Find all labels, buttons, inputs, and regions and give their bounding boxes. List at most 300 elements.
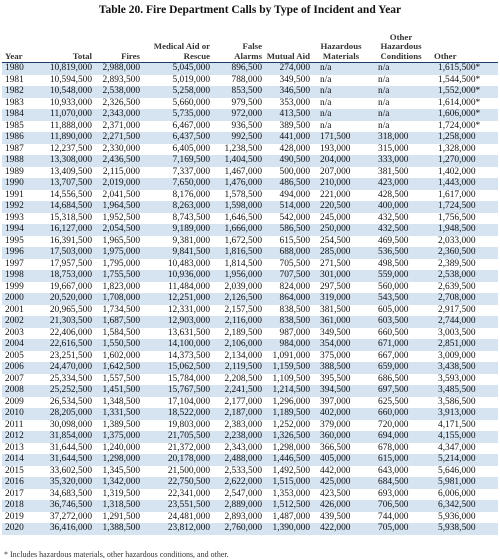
table-row (2, 466, 498, 478)
cell-other-hazardous: 744,000 (378, 511, 409, 522)
cell-mutual-aid: 1,252,000 (272, 419, 310, 430)
cell-false-alarms: 1,816,500 (224, 247, 262, 258)
cell-false-alarms: 2,208,500 (224, 373, 262, 384)
cell-mutual-aid: 1,492,500 (272, 465, 310, 476)
table-body (2, 63, 498, 535)
cell-total: 33,602,500 (49, 465, 92, 476)
cell-medical-aid: 14,100,000 (167, 339, 210, 350)
cell-other-hazardous: n/a (378, 63, 390, 74)
table-header-row (2, 19, 498, 63)
cell-false-alarms: 2,039,000 (224, 281, 262, 292)
cell-hazardous-materials: 354,000 (320, 339, 351, 350)
cell-other-hazardous: n/a (378, 97, 390, 108)
cell-hazardous-materials: 442,000 (320, 465, 351, 476)
cell-total: 36,746,500 (49, 500, 92, 511)
cell-medical-aid: 7,169,500 (172, 155, 210, 166)
cell-other-hazardous: 667,000 (378, 350, 409, 361)
cell-false-alarms: 2,893,000 (224, 511, 262, 522)
cell-mutual-aid: 486,500 (279, 178, 310, 189)
cell-hazardous-materials: 271,500 (320, 258, 351, 269)
cell-other-hazardous: 686,500 (378, 373, 409, 384)
table-row (2, 523, 498, 535)
cell-total: 31,644,500 (49, 442, 92, 453)
cell-fires: 1,375,000 (102, 431, 140, 442)
footnote: * Includes hazardous materials, other hazardous conditions, and other. (4, 550, 229, 559)
cell-year: 1991 (5, 189, 24, 200)
cell-total: 14,556,500 (49, 189, 92, 200)
cell-other: 3,485,500 (438, 385, 476, 396)
table-row (2, 247, 498, 259)
cell-year: 1986 (5, 132, 24, 143)
cell-medical-aid: 6,405,000 (172, 143, 210, 154)
cell-false-alarms: 1,476,000 (224, 178, 262, 189)
cell-fires: 1,345,500 (102, 465, 140, 476)
cell-year: 1993 (5, 212, 24, 223)
cell-year: 2018 (5, 500, 24, 511)
cell-other: 4,155,000 (438, 431, 476, 442)
cell-medical-aid: 12,331,000 (167, 304, 210, 315)
cell-total: 28,205,000 (49, 408, 92, 419)
cell-false-alarms: 1,404,500 (224, 155, 262, 166)
cell-total: 26,534,500 (49, 396, 92, 407)
cell-year: 1996 (5, 247, 24, 258)
table-row (2, 144, 498, 156)
cell-other: 2,639,500 (438, 281, 476, 292)
cell-other: 1,552,000* (438, 86, 481, 97)
cell-mutual-aid: 349,500 (279, 74, 310, 85)
cell-other-hazardous: 559,000 (378, 270, 409, 281)
cell-hazardous-materials: 254,500 (320, 235, 351, 246)
header-medical-aid: Medical Aid or Rescue (142, 19, 212, 63)
cell-mutual-aid: 838,500 (279, 304, 310, 315)
table-row (2, 512, 498, 524)
cell-medical-aid: 6,437,500 (172, 132, 210, 143)
cell-hazardous-materials: n/a (320, 109, 332, 120)
cell-total: 10,594,500 (49, 74, 92, 85)
cell-total: 23,251,500 (49, 350, 92, 361)
cell-other-hazardous: 684,500 (378, 477, 409, 488)
cell-false-alarms: 2,157,500 (224, 304, 262, 315)
cell-medical-aid: 15,062,500 (167, 362, 210, 373)
cell-total: 19,667,000 (49, 281, 92, 292)
cell-total: 13,707,500 (49, 178, 92, 189)
cell-false-alarms: 2,241,500 (224, 385, 262, 396)
table-row (2, 316, 498, 328)
cell-fires: 1,795,000 (102, 258, 140, 269)
cell-false-alarms: 1,666,000 (224, 224, 262, 235)
cell-year: 1983 (5, 97, 24, 108)
cell-other: 1,617,000 (438, 189, 476, 200)
cell-medical-aid: 6,467,000 (172, 120, 210, 131)
cell-mutual-aid: 500,000 (279, 166, 310, 177)
cell-false-alarms: 936,500 (231, 120, 262, 131)
cell-total: 11,070,000 (50, 109, 92, 120)
cell-year: 1995 (5, 235, 24, 246)
table-row (2, 443, 498, 455)
cell-total: 37,272,000 (49, 511, 92, 522)
cell-fires: 1,975,000 (102, 247, 140, 258)
table-row (2, 351, 498, 363)
cell-year: 1987 (5, 143, 24, 154)
header-other: Other (432, 19, 498, 63)
cell-medical-aid: 15,767,500 (167, 385, 210, 396)
cell-false-alarms: 2,116,000 (224, 316, 262, 327)
cell-other: 1,606,000* (438, 109, 481, 120)
cell-fires: 2,893,500 (102, 74, 140, 85)
cell-year: 1989 (5, 166, 24, 177)
cell-other-hazardous: 697,500 (378, 385, 409, 396)
cell-hazardous-materials: 297,500 (320, 281, 351, 292)
cell-other: 3,913,000 (438, 408, 476, 419)
table-row (2, 190, 498, 202)
cell-year: 2020 (5, 523, 24, 534)
cell-false-alarms: 2,189,500 (224, 327, 262, 338)
table-row (2, 63, 498, 75)
cell-total: 18,753,000 (49, 270, 92, 281)
cell-other-hazardous: 428,500 (378, 189, 409, 200)
cell-medical-aid: 17,104,000 (167, 396, 210, 407)
cell-false-alarms: 992,500 (231, 132, 262, 143)
cell-mutual-aid: 838,500 (279, 316, 310, 327)
cell-hazardous-materials: 210,000 (320, 178, 351, 189)
cell-year: 1980 (5, 63, 24, 74)
table-row (2, 236, 498, 248)
cell-false-alarms: 1,956,000 (224, 270, 262, 281)
cell-false-alarms: 1,814,500 (224, 258, 262, 269)
cell-hazardous-materials: 405,000 (320, 454, 351, 465)
cell-year: 1990 (5, 178, 24, 189)
cell-other: 1,948,500 (438, 224, 476, 235)
cell-medical-aid: 5,258,000 (172, 86, 210, 97)
cell-medical-aid: 5,045,000 (172, 63, 210, 74)
cell-medical-aid: 15,784,000 (167, 373, 210, 384)
cell-medical-aid: 12,903,000 (167, 316, 210, 327)
cell-total: 35,320,000 (49, 477, 92, 488)
cell-other: 3,009,000 (438, 350, 476, 361)
cell-other: 2,851,000 (438, 339, 476, 350)
cell-total: 20,520,000 (49, 293, 92, 304)
cell-other-hazardous: 705,000 (378, 523, 409, 534)
cell-year: 2009 (5, 396, 24, 407)
cell-fires: 1,708,000 (102, 293, 140, 304)
cell-fires: 1,964,500 (102, 201, 140, 212)
cell-other-hazardous: 660,000 (378, 408, 409, 419)
cell-false-alarms: 2,622,000 (224, 477, 262, 488)
cell-total: 13,409,500 (49, 166, 92, 177)
header-other-hazardous: Other Hazardous Conditions (370, 19, 432, 63)
cell-other: 1,328,000 (438, 143, 476, 154)
cell-year: 2008 (5, 385, 24, 396)
cell-total: 22,616,500 (49, 339, 92, 350)
cell-false-alarms: 2,126,500 (224, 293, 262, 304)
cell-medical-aid: 10,483,000 (167, 258, 210, 269)
cell-other-hazardous: 603,500 (378, 316, 409, 327)
cell-medical-aid: 19,803,000 (167, 419, 210, 430)
cell-hazardous-materials: n/a (320, 86, 332, 97)
cell-medical-aid: 23,551,500 (167, 500, 210, 511)
cell-hazardous-materials: 397,000 (320, 396, 351, 407)
cell-year: 2014 (5, 454, 24, 465)
cell-medical-aid: 22,750,500 (167, 477, 210, 488)
cell-other-hazardous: n/a (378, 120, 390, 131)
cell-fires: 2,330,000 (102, 143, 140, 154)
cell-year: 1994 (5, 224, 24, 235)
cell-medical-aid: 9,381,000 (172, 235, 210, 246)
cell-other-hazardous: 536,500 (378, 247, 409, 258)
cell-fires: 1,584,500 (102, 327, 140, 338)
cell-fires: 1,331,500 (102, 408, 140, 419)
cell-fires: 2,054,500 (102, 224, 140, 235)
cell-other-hazardous: 400,000 (378, 201, 409, 212)
cell-total: 25,334,500 (49, 373, 92, 384)
table-row (2, 224, 498, 236)
cell-medical-aid: 24,481,000 (167, 511, 210, 522)
cell-mutual-aid: 1,353,000 (272, 488, 310, 499)
table-row (2, 75, 498, 87)
cell-hazardous-materials: 360,000 (320, 431, 351, 442)
table-row (2, 201, 498, 213)
cell-fires: 1,602,000 (102, 350, 140, 361)
cell-other-hazardous: 693,000 (378, 488, 409, 499)
fire-calls-table (2, 19, 498, 535)
cell-other: 3,586,500 (438, 396, 476, 407)
cell-other: 6,342,500 (438, 500, 476, 511)
cell-other-hazardous: 706,500 (378, 500, 409, 511)
cell-other: 1,258,000 (438, 132, 476, 143)
cell-mutual-aid: 1,109,500 (272, 373, 310, 384)
header-year: Year (2, 19, 36, 63)
cell-hazardous-materials: n/a (320, 63, 332, 74)
cell-hazardous-materials: 422,000 (320, 523, 351, 534)
cell-fires: 1,823,000 (102, 281, 140, 292)
cell-mutual-aid: 1,296,000 (272, 396, 310, 407)
cell-mutual-aid: 707,500 (279, 270, 310, 281)
cell-other-hazardous: 720,000 (378, 419, 409, 430)
cell-false-alarms: 1,598,000 (224, 201, 262, 212)
cell-fires: 1,298,000 (102, 454, 140, 465)
cell-fires: 1,451,500 (102, 385, 140, 396)
cell-other-hazardous: 498,500 (378, 258, 409, 269)
cell-false-alarms: 2,106,000 (224, 339, 262, 350)
cell-other: 2,538,000 (438, 270, 476, 281)
cell-total: 11,888,000 (50, 120, 92, 131)
cell-total: 20,965,500 (49, 304, 92, 315)
table-row (2, 167, 498, 179)
cell-hazardous-materials: 319,000 (320, 293, 351, 304)
cell-other: 6,006,000 (438, 488, 476, 499)
cell-other-hazardous: 469,500 (378, 235, 409, 246)
cell-other: 1,402,000 (438, 166, 476, 177)
cell-total: 36,416,000 (49, 523, 92, 534)
cell-hazardous-materials: 379,000 (320, 419, 351, 430)
cell-hazardous-materials: 245,000 (320, 212, 351, 223)
cell-medical-aid: 18,522,000 (167, 408, 210, 419)
cell-other: 1,544,500* (438, 74, 481, 85)
table-row (2, 305, 498, 317)
cell-mutual-aid: 494,000 (279, 189, 310, 200)
cell-medical-aid: 21,705,500 (167, 431, 210, 442)
cell-mutual-aid: 542,000 (279, 212, 310, 223)
cell-other: 2,708,000 (438, 293, 476, 304)
cell-other: 3,003,500 (438, 327, 476, 338)
table-row (2, 259, 498, 271)
cell-other-hazardous: 643,000 (378, 465, 409, 476)
cell-false-alarms: 2,238,000 (224, 431, 262, 442)
cell-hazardous-materials: 394,500 (320, 385, 351, 396)
cell-mutual-aid: 705,500 (279, 258, 310, 269)
cell-hazardous-materials: 439,500 (320, 511, 351, 522)
cell-medical-aid: 10,936,000 (167, 270, 210, 281)
cell-year: 2007 (5, 373, 24, 384)
cell-mutual-aid: 413,500 (279, 109, 310, 120)
cell-year: 2005 (5, 350, 24, 361)
cell-medical-aid: 9,841,500 (172, 247, 210, 258)
cell-fires: 1,389,500 (102, 419, 140, 430)
cell-other: 1,270,000 (438, 155, 476, 166)
cell-other-hazardous: 432,500 (378, 212, 409, 223)
table-row (2, 420, 498, 432)
cell-false-alarms: 788,000 (231, 74, 262, 85)
cell-hazardous-materials: 381,500 (320, 304, 351, 315)
cell-other: 2,389,500 (438, 258, 476, 269)
cell-total: 17,957,500 (49, 258, 92, 269)
cell-medical-aid: 8,263,000 (172, 201, 210, 212)
cell-fires: 2,343,000 (102, 109, 140, 120)
table-row (2, 155, 498, 167)
cell-other-hazardous: 678,000 (378, 442, 409, 453)
cell-other: 1,756,500 (438, 212, 476, 223)
table-row (2, 408, 498, 420)
cell-year: 1998 (5, 270, 24, 281)
cell-year: 1981 (5, 74, 24, 85)
cell-fires: 1,319,500 (102, 488, 140, 499)
cell-total: 11,890,000 (50, 132, 92, 143)
cell-other-hazardous: 671,000 (378, 339, 409, 350)
cell-total: 16,391,500 (49, 235, 92, 246)
cell-other: 4,347,000 (438, 442, 476, 453)
cell-other-hazardous: 694,000 (378, 431, 409, 442)
cell-other-hazardous: 605,000 (378, 304, 409, 315)
cell-medical-aid: 11,484,000 (168, 281, 210, 292)
cell-mutual-aid: 987,000 (279, 327, 310, 338)
cell-fires: 2,988,000 (102, 63, 140, 74)
header-total: Total (36, 19, 94, 63)
cell-fires: 1,642,500 (102, 362, 140, 373)
cell-other: 5,938,500 (438, 523, 476, 534)
cell-medical-aid: 21,500,000 (167, 465, 210, 476)
cell-total: 17,503,000 (49, 247, 92, 258)
cell-other-hazardous: 318,000 (378, 132, 409, 143)
header-hazardous-materials: Hazardous Materials (312, 19, 370, 63)
cell-other-hazardous: n/a (378, 109, 390, 120)
cell-year: 2011 (5, 419, 24, 430)
cell-medical-aid: 23,812,000 (167, 523, 210, 534)
cell-mutual-aid: 1,512,500 (272, 500, 310, 511)
cell-mutual-aid: 1,298,000 (272, 442, 310, 453)
cell-mutual-aid: 389,500 (279, 120, 310, 131)
cell-other-hazardous: 315,000 (378, 143, 409, 154)
cell-year: 1997 (5, 258, 24, 269)
cell-hazardous-materials: 285,000 (320, 247, 351, 258)
cell-false-alarms: 972,000 (231, 109, 262, 120)
cell-total: 31,854,000 (49, 431, 92, 442)
cell-false-alarms: 2,134,000 (224, 350, 262, 361)
cell-fires: 2,538,000 (102, 86, 140, 97)
cell-fires: 2,371,000 (102, 120, 140, 131)
cell-other-hazardous: 625,500 (378, 396, 409, 407)
cell-fires: 2,041,500 (102, 189, 140, 200)
cell-false-alarms: 979,500 (231, 97, 262, 108)
cell-false-alarms: 853,500 (231, 86, 262, 97)
cell-year: 1992 (5, 201, 24, 212)
cell-false-alarms: 2,547,000 (224, 488, 262, 499)
table-row (2, 431, 498, 443)
cell-year: 2002 (5, 316, 24, 327)
header-mutual-aid: Mutual Aid (264, 19, 312, 63)
cell-total: 10,548,000 (49, 86, 92, 97)
cell-total: 12,237,500 (49, 143, 92, 154)
cell-false-alarms: 2,119,500 (224, 362, 262, 373)
cell-mutual-aid: 1,214,500 (272, 385, 310, 396)
cell-other-hazardous: 615,000 (378, 454, 409, 465)
cell-hazardous-materials: n/a (320, 120, 332, 131)
cell-fires: 1,550,500 (102, 339, 140, 350)
cell-mutual-aid: 353,000 (279, 97, 310, 108)
cell-hazardous-materials: 220,500 (320, 201, 351, 212)
cell-mutual-aid: 274,000 (279, 63, 310, 74)
cell-other-hazardous: n/a (378, 74, 390, 85)
table-row (2, 385, 498, 397)
cell-other-hazardous: 423,000 (378, 178, 409, 189)
cell-mutual-aid: 1,159,500 (272, 362, 310, 373)
table-row (2, 293, 498, 305)
cell-other-hazardous: 560,000 (378, 281, 409, 292)
cell-hazardous-materials: n/a (320, 74, 332, 85)
cell-year: 1982 (5, 86, 24, 97)
table-row (2, 282, 498, 294)
cell-false-alarms: 2,177,000 (224, 396, 262, 407)
cell-year: 2003 (5, 327, 24, 338)
cell-year: 2004 (5, 339, 24, 350)
cell-hazardous-materials: 221,000 (320, 189, 351, 200)
cell-fires: 2,019,000 (102, 178, 140, 189)
cell-fires: 1,965,500 (102, 235, 140, 246)
cell-year: 2019 (5, 511, 24, 522)
cell-other: 1,615,500* (438, 63, 481, 74)
cell-total: 31,644,500 (49, 454, 92, 465)
cell-other-hazardous: 381,500 (378, 166, 409, 177)
cell-medical-aid: 9,189,000 (172, 224, 210, 235)
cell-other: 2,033,000 (438, 235, 476, 246)
cell-mutual-aid: 1,390,000 (272, 523, 310, 534)
cell-year: 2013 (5, 442, 24, 453)
cell-fires: 2,326,500 (102, 97, 140, 108)
cell-mutual-aid: 586,500 (279, 224, 310, 235)
cell-hazardous-materials: 207,000 (320, 166, 351, 177)
cell-mutual-aid: 824,000 (279, 281, 310, 292)
cell-false-alarms: 2,383,000 (224, 419, 262, 430)
cell-year: 1999 (5, 281, 24, 292)
cell-year: 2000 (5, 293, 24, 304)
cell-false-alarms: 896,500 (231, 63, 262, 74)
table-row (2, 489, 498, 501)
cell-other: 5,981,000 (438, 477, 476, 488)
cell-fires: 2,271,500 (102, 132, 140, 143)
cell-mutual-aid: 864,000 (279, 293, 310, 304)
cell-total: 13,308,000 (49, 155, 92, 166)
cell-year: 2016 (5, 477, 24, 488)
cell-fires: 1,952,500 (102, 212, 140, 223)
